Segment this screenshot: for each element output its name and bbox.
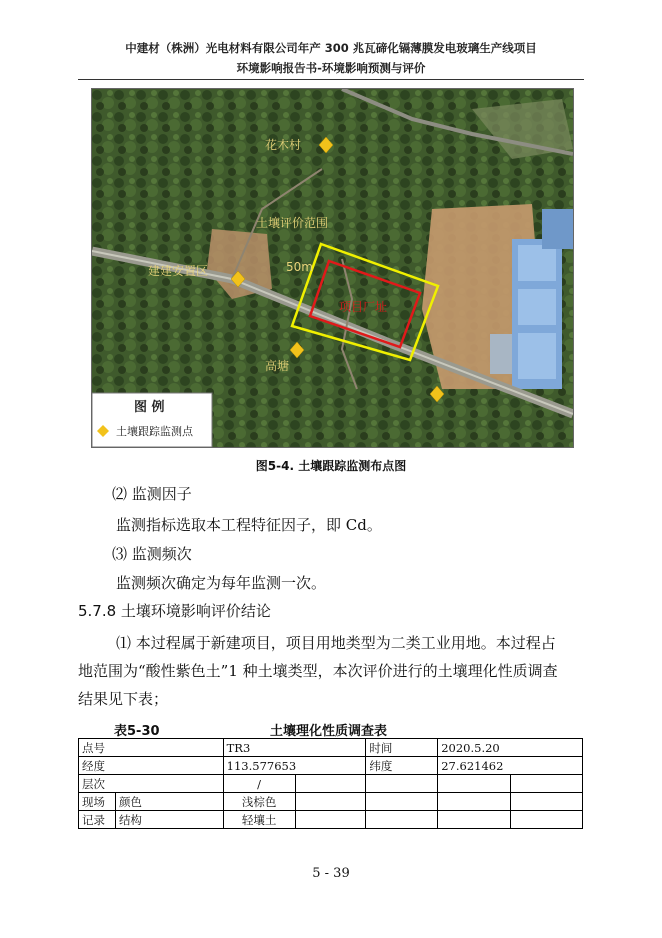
monitor-factor-text: 监测指标选取本工程特征因子，即 Cd。 — [116, 516, 382, 534]
report-header-subtitle: 环境影响报告书-环境影响预测与评价 — [236, 61, 426, 75]
label-scope: 土壤评价范围 — [256, 216, 329, 230]
cell: 记录 — [79, 811, 116, 829]
cell — [295, 811, 366, 829]
cell: 27.621462 — [438, 757, 583, 775]
table-title: 土壤理化性质调查表 — [270, 724, 388, 739]
cell: 层次 — [79, 775, 224, 793]
cell: 纬度 — [366, 757, 438, 775]
page-number: 5 - 39 — [312, 866, 350, 881]
legend-title: 图 例 — [134, 400, 165, 415]
satellite-map — [91, 88, 574, 448]
cell — [438, 811, 511, 829]
section-heading: 5.7.8 土壤环境影响评价结论 — [78, 602, 271, 620]
cell: / — [223, 775, 295, 793]
label-anzhi: 建建安置区 — [148, 264, 209, 278]
table-row — [79, 775, 583, 793]
conclusion-line-2: 地范围为“酸性紫色土”1 种土壤类型，本次评价进行的土壤理化性质调查 — [78, 662, 558, 680]
cell: 轻壤土 — [223, 811, 295, 829]
table-row — [79, 739, 583, 757]
cell — [295, 793, 366, 811]
cell: 颜色 — [115, 793, 223, 811]
monitor-factor-heading: ⑵ 监测因子 — [112, 485, 192, 503]
monitor-frequency-text: 监测频次确定为每年监测一次。 — [116, 574, 327, 592]
cell — [511, 793, 583, 811]
cell — [511, 811, 583, 829]
cell — [366, 775, 438, 793]
cell — [438, 793, 511, 811]
cell — [366, 811, 438, 829]
cell: 结构 — [115, 811, 223, 829]
label-project-site: 项目厂址 — [339, 300, 388, 314]
cell: 113.577653 — [223, 757, 366, 775]
soil-property-table — [78, 738, 583, 829]
legend-item-label: 土壤跟踪监测点 — [116, 425, 193, 438]
table-number: 表5-30 — [114, 724, 160, 739]
cell — [295, 775, 366, 793]
cell: 现场 — [79, 793, 116, 811]
table-row — [79, 793, 583, 811]
monitor-frequency-heading: ⑶ 监测频次 — [112, 545, 192, 563]
conclusion-line-1: ⑴ 本过程属于新建项目，项目用地类型为二类工业用地。本过程占 — [116, 634, 556, 652]
cell: 时间 — [366, 739, 438, 757]
cell: 经度 — [79, 757, 224, 775]
conclusion-line-3: 结果见下表； — [78, 690, 169, 708]
cell: 点号 — [79, 739, 224, 757]
figure-caption: 图5-4. 土壤跟踪监测布点图 — [255, 459, 407, 473]
header-divider — [78, 79, 584, 80]
label-dist: 50m — [286, 260, 313, 274]
cell: 2020.5.20 — [438, 739, 583, 757]
report-header-title: 中建材（株洲）光电材料有限公司年产 300 兆瓦碲化镉薄膜发电玻璃生产线项目 — [125, 41, 537, 55]
map-legend — [92, 393, 212, 447]
cell — [438, 775, 511, 793]
cell: TR3 — [223, 739, 366, 757]
table-row — [79, 757, 583, 775]
table-row — [79, 811, 583, 829]
cell: 浅棕色 — [223, 793, 295, 811]
label-huamu: 花木村 — [265, 138, 302, 152]
cell — [511, 775, 583, 793]
label-gaotang: 高塘 — [265, 359, 290, 373]
cell — [366, 793, 438, 811]
